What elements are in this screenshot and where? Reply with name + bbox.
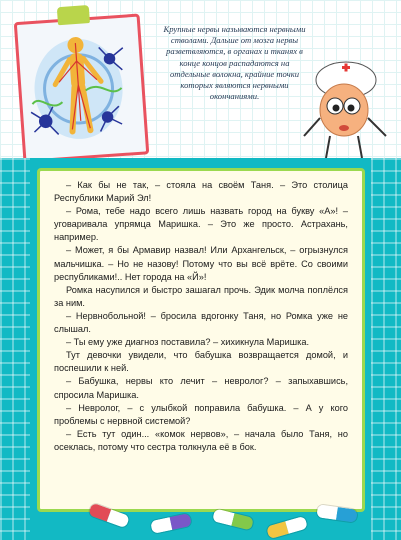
story-card bbox=[37, 168, 365, 512]
story-paragraph: – Нервнобольной! – бросила вдогонку Таня, но Ромка уже не слышал. bbox=[54, 310, 348, 335]
story-paragraph: – Ты ему уже диагноз поставила? – хихикнула Маришка. bbox=[66, 337, 310, 348]
clipboard-clip bbox=[57, 5, 90, 25]
info-text: Крупные нервы называются нервными стволами. Дальше от мозга нервы разветвляются, в органах и тканях в конце концов распадаются на отдельные волокна, крайние точки которых являются нервными окончаниями. bbox=[163, 24, 306, 102]
story-paragraph: Ромка насупился и быстро зашагал прочь. Эдик молча поплёлся за ним. bbox=[54, 284, 348, 308]
clipboard-illustration bbox=[5, 1, 150, 160]
story-paragraph: Тут девочки увидели, что бабушка возвращается домой, и поспешили к ней. bbox=[54, 350, 348, 374]
band-pattern-left bbox=[0, 158, 30, 540]
story-paragraph: – Как бы не так, – стояла на своём Таня. – Это столица Республики Марий Эл! bbox=[54, 180, 348, 204]
story-text bbox=[54, 179, 348, 454]
doctor-mascot-icon bbox=[300, 40, 392, 160]
story-paragraph: – Бабушка, нервы кто лечит – невролог? – запыхавшись, спросила Маришка. bbox=[54, 376, 348, 400]
story-paragraph: – Может, я бы Армавир назвал! Или Архангельск, – огрызнулся мальчишка. – Но не назову! Потому что вы всё врёте. Со своими республиками!.. Нет города на «Й»! bbox=[54, 245, 348, 282]
band-pattern-right bbox=[371, 158, 401, 540]
clipboard-board bbox=[14, 14, 150, 163]
story-paragraph: – Есть тут один... «комок нервов», – начала было Таня, но осеклась, потому что сестра толкнула её в бок. bbox=[54, 428, 348, 452]
nervous-system-icon bbox=[17, 17, 140, 154]
story-paragraph: – Рома, тебе надо всего лишь назвать город на букву «А»! – уговаривала упрямца Маришка. – Это же просто. Астрахань, например. bbox=[54, 206, 348, 243]
story-paragraph: – Невролог, – с улыбкой поправила бабушка. – А у кого проблемы с нервной системой? bbox=[54, 402, 348, 426]
